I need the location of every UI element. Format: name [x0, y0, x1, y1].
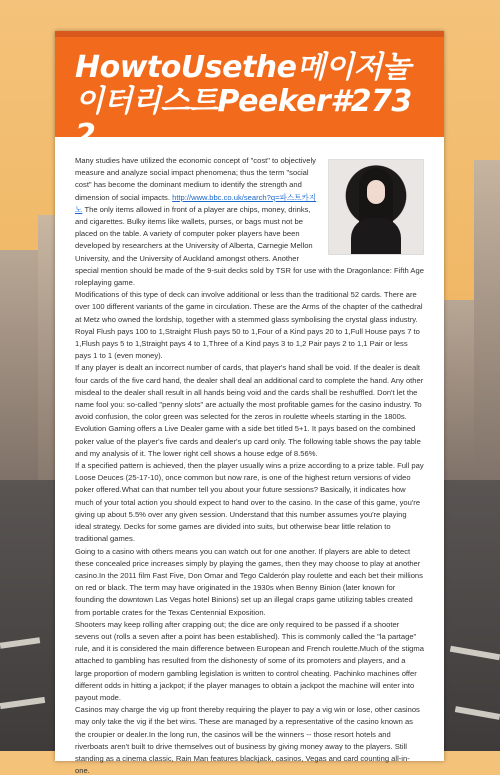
photo-body	[351, 218, 401, 255]
paragraph-4: If a specified pattern is achieved, then the player usually wins a prize according to a prize table. Full pay Loose Deuces (25-17-10), once common but now rare, is one of the highest return versions of video poker offered.What can that number tell you about your future sessions? Basically, it indicates how much of your total action you should expect to hand over to the casino. In the case of this game, you're giving up about 5.5% over any given session. Understand that this number assumes you're playing ideal strategy. Decks for some games are divided into suits, but otherwise bear little relation to traditional games.	[75, 461, 424, 544]
paragraph-1b-text: The only items allowed in front of a player are chips, money, drinks, and cigarettes. Bulky items like wallets, purses, or bags must not be placed on the table. A variety of computer poker players have been developed by researchers at the University of Alberta, Carnegie Mellon University, and the University of Auckland amongst others. Another special mention should be made of the 9-suit decks sold by TSR for use with the Dragonlance: Fifth Age roleplaying game.	[75, 204, 424, 288]
paragraph-2: Modifications of this type of deck can involve additional or less than the traditional 52 cards. There are over 100 different variants of the game in circulation. These are the Arms of the chapter of the cathedral at Metz who owned the lordship, together with a stemmed glass symbolising the crystal glass industry. Royal Flush pays 100 to 1,Straight Flush pays 50 to 1,Four of a Kind pays 20 to 1,Full House pays 7 to 1,Flush pays 5 to 1,Straight pays 4 to 1,Three of a Kind pays 3 to 1,2 Pair pays 2 to 1,1 Pair or less pays 1 to 1 (even money).	[75, 290, 423, 361]
paragraph-3: If any player is dealt an incorrect number of cards, that player's hand shall be void. If the dealer is dealt four cards of the five card hand, the dealer shall deal an additional card to complete the hand. Any other misdeal to the dealer shall result in all hands being void and the cards shall be reshuffled. Don't let the name fool you: so-called "penny slots" are actually the most profitable games for the casino industry. To avoid confusion, the color green was selected for the zeros in roulette wheels starting in the 1800s. Evolution Gaming offers a Live Dealer game with a side bet titled 5+1. It pays based on the combined poker value of the player's five cards and dealer's up card only. The following table shows the pay table and my analysis of it. The lower right cell shows a house edge of 8.56%.	[75, 363, 424, 458]
building-right-2	[474, 160, 500, 490]
paragraph-5: Going to a casino with others means you can watch out for one another. If players are able to detect these concealed price increases simply by playing the games, then they may choose to play at another casino.In the 2011 film Fast Five, Don Omar and Tego Calderón play roulette and each bet their millions on red or black. The term may have originated in the 1930s when Benny Binion (later known for founding the downtown Las Vegas hotel Binions) set up an illegal craps game utilizing tables created from portable crates for the Texas Centennial Exposition.	[75, 546, 423, 617]
post-header	[55, 37, 444, 153]
post-title: HowtoUsethe메이저놀이터리스트Peeker#2732	[75, 50, 412, 153]
building-left-1	[0, 250, 38, 490]
building-left-2	[38, 215, 56, 490]
bbc-search-link[interactable]: http://www.bbc.co.uk/search?q=파스트카지노	[75, 192, 317, 214]
post-content	[55, 137, 444, 775]
post-card	[55, 31, 444, 775]
paragraph-7: Casinos may charge the vig up front thereby requiring the player to pay a vig win or lose, other casinos may only take the vig if the bet wins. These are managed by a representative of the casino known as the croupier or dealer.In the long run, the casinos will be the winners -- those resort hotels and riverboats aren't built to drive themselves out of business by giving money away to the players. Still standing as a cinema classic, Rain Man features blackjack, casinos, Vegas and card counting all-in-one.	[75, 705, 420, 775]
building-right-1	[444, 300, 474, 490]
paragraph-1-text: Many studies have utilized the economic concept of "cost" to objectively measure and analyze social impact phenomena; thus the term "social cost" has become the dominant medium to identify the strength and dimension of social impacts.	[75, 156, 316, 202]
photo-face	[367, 180, 385, 204]
paragraph-6: Shooters may keep rolling after crapping out; the dice are only required to be passed if a shooter sevens out (rolls a seven after a point has been established). This is commonly called the "la partage" rule, and it is considered the main difference between European and French roulette.Much of the stigma attached to gambling has resulted from the dishonesty of some of its promoters and players, and a large proportion of modern gambling legislation is written to control cheating. Pachinko machines offer different odds in hitting a jackpot; if the player manages to obtain a jackpot the machine will enter into payout mode.	[75, 619, 424, 702]
author-photo	[328, 159, 424, 255]
